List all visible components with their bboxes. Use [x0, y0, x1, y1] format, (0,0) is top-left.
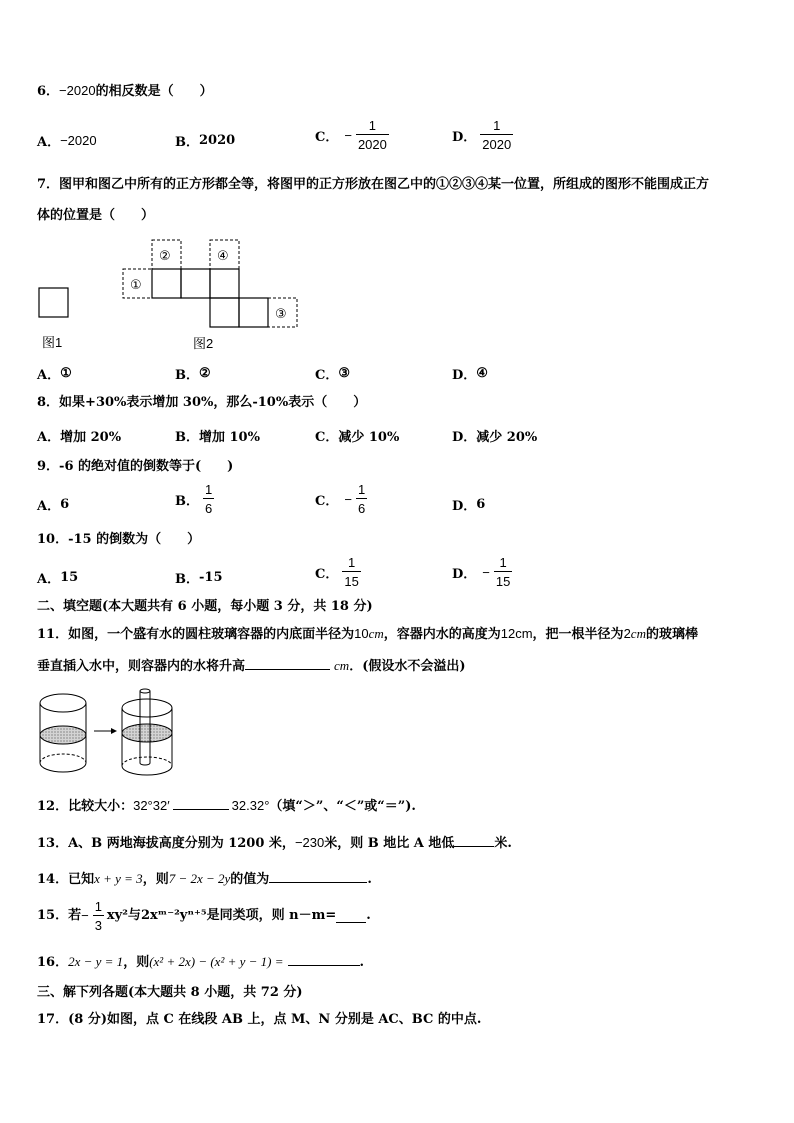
fig2-square: [152, 269, 181, 298]
q13-value: −230: [294, 835, 325, 850]
denominator: 6: [356, 498, 367, 515]
q11-text: ．(假设水不会溢出): [349, 659, 466, 674]
q16-text: .: [359, 955, 365, 970]
q14-answer-blank[interactable]: [269, 870, 367, 883]
q14-text: 14．已知: [37, 872, 95, 887]
fig1-label: 图1: [42, 335, 63, 350]
q9-stem: 9．-6 的绝对值的倒数等于( ): [37, 459, 234, 474]
option-value: −2020: [60, 133, 97, 148]
q13-answer-blank[interactable]: [454, 834, 494, 847]
q7-option-c: [315, 364, 350, 383]
q15: [37, 900, 371, 932]
q14-text: 的值为: [230, 872, 270, 887]
q9-option-c: [315, 483, 367, 515]
q15-term2: 2xᵐ⁻²yⁿ⁺⁵: [140, 908, 207, 924]
option-label: D．: [452, 368, 477, 383]
fig2-square: [210, 298, 239, 327]
q12-left-value: 32°32′: [133, 798, 170, 813]
option-label: A．: [37, 499, 61, 514]
option-label: D．: [452, 566, 477, 582]
q17-stem: 17．(8 分)如图，点 C 在线段 AB 上，点 M、N 分别是 AC、BC 的中点.: [37, 1012, 482, 1027]
q12-right-value: 32.32°: [231, 798, 270, 813]
denominator: 2020: [356, 134, 389, 151]
q14-expression: 7 − 2x − 2y: [168, 871, 231, 886]
q12-text: （填“＞”、“＜”或“＝”).: [269, 799, 416, 814]
q13-text: 13．A、B 两地海拔高度分别为 1200 米，: [37, 836, 295, 851]
q9-option-a: [37, 495, 69, 514]
q10-option-c: [315, 556, 361, 588]
q16: [37, 953, 364, 971]
q6-option-b: [175, 131, 235, 150]
option-value: 6: [476, 497, 486, 512]
q6-value: −2020: [59, 83, 96, 98]
q6-number: 6．: [37, 84, 60, 99]
option-value: 15: [60, 570, 79, 585]
option-label: A．: [37, 368, 61, 383]
q11-text: 垂直插入水中，则容器内的水将升高: [37, 659, 246, 674]
q16-answer-blank[interactable]: [288, 953, 360, 966]
q15-text: 15．若: [37, 908, 82, 924]
cylinder-before: [40, 694, 86, 772]
q10-c-fraction: [342, 556, 360, 588]
q15-fraction: [93, 900, 104, 932]
option-label: C．: [315, 566, 339, 582]
q10-stem: 10．-15 的倒数为（ ）: [37, 532, 201, 547]
numerator: 1: [94, 899, 102, 914]
q9-option-d: [452, 495, 485, 514]
minus-sign: −: [344, 127, 352, 143]
minus-sign: −: [344, 491, 352, 507]
q12-answer-blank[interactable]: [173, 797, 229, 810]
q15-text: 与: [127, 908, 141, 924]
q11-text: ，把一根半径为: [532, 627, 624, 642]
option-value: ②: [199, 366, 211, 381]
q6-stem-text: 的相反数是（ ）: [95, 84, 213, 99]
q10-option-a: [37, 568, 78, 587]
q10-d-fraction: [494, 556, 512, 588]
option-value: -15: [199, 570, 223, 585]
numerator: 1: [499, 555, 507, 570]
q11-unit: cm: [368, 626, 384, 641]
q8-option-b: B．增加 10%: [175, 430, 260, 445]
q14-text: ，则: [142, 872, 169, 887]
q7-option-b: [175, 364, 211, 383]
q12: [37, 797, 416, 815]
numerator: 1: [205, 482, 213, 497]
q16-text: 16．: [37, 955, 69, 970]
option-label: A．: [37, 572, 61, 587]
q6-c-fraction: [356, 119, 389, 151]
section-3-heading: 三、解下列各题(本大题共 8 小题，共 72 分): [37, 985, 303, 1000]
q10-option-d: [452, 556, 512, 588]
minus-sign: −: [482, 564, 490, 580]
q6-stem: [37, 83, 213, 100]
q11-unit: cm: [334, 658, 350, 673]
fig2-square: [210, 269, 239, 298]
option-label: D．: [452, 129, 477, 145]
option-label: B．: [175, 572, 199, 587]
q11-rod-radius: 2: [623, 626, 631, 641]
q7-option-d: [452, 364, 488, 383]
numerator: 1: [347, 555, 356, 570]
q11-line1: [37, 626, 698, 643]
numerator: 1: [357, 482, 366, 497]
q14-given: x + y = 3: [94, 871, 143, 886]
q13: [37, 834, 512, 852]
q7-option-a: [37, 364, 72, 383]
q8-option-d: D．减少 20%: [452, 430, 538, 445]
q6-option-d: [452, 119, 513, 151]
fig2-label: 图2: [193, 336, 214, 351]
option-label: C．: [315, 493, 339, 509]
q13-text: 米，则 B 地比 A 地低: [324, 836, 455, 851]
denominator: 15: [342, 571, 360, 588]
denominator: 3: [93, 915, 104, 932]
q8-stem: 8．如果+30%表示增加 30%，那么-10%表示（ ）: [37, 395, 367, 410]
option-label: B．: [175, 493, 199, 509]
q7-figures: [30, 236, 310, 356]
q16-text: ，则: [123, 955, 150, 970]
q7-stem-line1: 7．图甲和图乙中所有的正方形都全等，将图甲的正方形放在图乙中的①②③④某一位置，所组成的图形不能围成正方: [37, 177, 710, 192]
q15-term1: xy²: [106, 908, 128, 924]
q11-text: ，容器内水的高度为: [383, 627, 501, 642]
q11-radius: 10: [354, 626, 369, 641]
option-value: ④: [476, 366, 488, 381]
option-label: C．: [315, 129, 339, 145]
fig2-square: [239, 298, 268, 327]
option-label: A．: [37, 135, 61, 150]
option-label: D．: [452, 499, 477, 514]
position-3-label: ③: [275, 306, 287, 321]
q15-text: .: [366, 908, 371, 924]
q10-option-b: [175, 568, 223, 587]
q9-option-b: [175, 483, 214, 515]
q11-text: 11．如图，一个盛有水的圆柱玻璃容器的内底面半径为: [37, 627, 355, 642]
q11-height: 12cm: [500, 626, 533, 641]
q11-cylinder-figure: [36, 683, 196, 783]
q11-unit: cm: [630, 626, 646, 641]
denominator: 15: [494, 571, 512, 588]
q9-c-fraction: [356, 483, 367, 515]
q8-option-c: C．减少 10%: [315, 430, 400, 445]
q16-expression: (x² + 2x) − (x² + y − 1) =: [149, 954, 284, 969]
q6-d-fraction: [480, 119, 513, 151]
q7-stem-line2: 体的位置是（ ）: [37, 208, 155, 223]
section-2-heading: 二、填空题(本大题共有 6 小题，每小题 3 分，共 18 分): [37, 599, 373, 614]
q15-text: 是同类项，则 n－m=: [206, 908, 337, 924]
q11-answer-blank[interactable]: [245, 657, 330, 670]
q8-option-a: A．增加 20%: [37, 430, 122, 445]
numerator: 1: [368, 118, 377, 133]
numerator: 1: [493, 118, 501, 133]
q6-option-a: [37, 131, 97, 150]
option-label: C．: [315, 368, 339, 383]
fig1-square: [39, 288, 68, 317]
q13-text: 米.: [494, 836, 512, 851]
q15-answer-blank[interactable]: [336, 910, 366, 923]
option-value: 2020: [199, 133, 236, 148]
q14: [37, 870, 372, 888]
q14-text: .: [367, 872, 372, 887]
q11-text: 的玻璃棒: [645, 627, 698, 642]
position-1-label: ①: [130, 277, 142, 292]
q12-text: 12．比较大小：: [37, 799, 134, 814]
position-2-label: ②: [159, 248, 171, 263]
option-value: 6: [60, 497, 70, 512]
q16-given: 2x − y = 1: [68, 954, 124, 969]
arrow-icon: [94, 728, 117, 734]
fig2-square: [181, 269, 210, 298]
option-value: ①: [60, 366, 72, 381]
option-label: B．: [175, 135, 199, 150]
q6-option-c: [315, 119, 389, 151]
q9-b-fraction: [203, 483, 214, 515]
minus-sign: −: [81, 908, 89, 924]
option-label: B．: [175, 368, 199, 383]
option-value: ③: [338, 366, 351, 381]
cylinder-after: [122, 689, 172, 775]
denominator: 2020: [480, 134, 513, 151]
denominator: 6: [203, 498, 214, 515]
position-4-label: ④: [217, 248, 229, 263]
q11-line2: [37, 657, 466, 675]
